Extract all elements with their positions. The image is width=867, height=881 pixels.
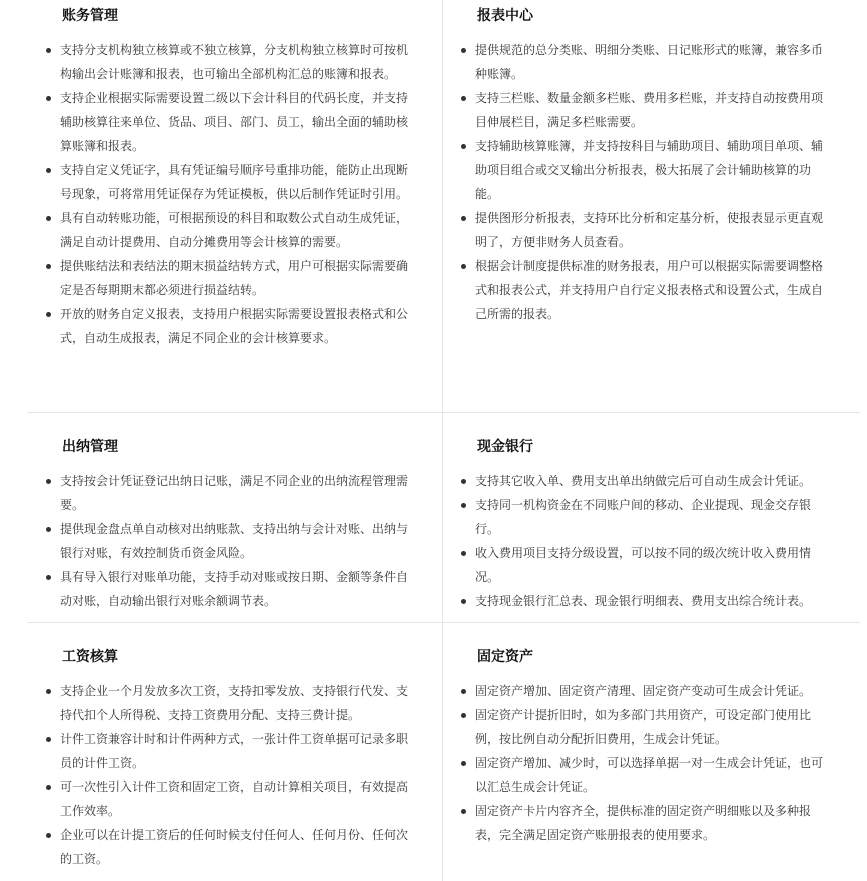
feature-list [461, 469, 833, 613]
list-item: 固定资产增加、固定资产清理、固定资产变动可生成会计凭证。 [461, 679, 833, 703]
list-item: 根据会计制度提供标准的财务报表，用户可以根据实际需要调整格式和报表公式，并支持用户自行定义报表格式和设置公式，生成自己所需的报表。 [461, 254, 833, 326]
list-item: 支持辅助核算账簿，并支持按科目与辅助项目、辅助项目单项、辅助项目组合或交叉输出分析报表，极大拓展了会计辅助核算的功能。 [461, 134, 833, 206]
column-divider [442, 0, 443, 881]
list-item: 计件工资兼容计时和计件两种方式，一张计件工资单据可记录多职员的计件工资。 [46, 727, 418, 775]
section-accounting [46, 6, 418, 350]
list-item: 具有导入银行对账单功能，支持手动对账或按日期、金额等条件自动对账，自动输出银行对账余额调节表。 [46, 565, 418, 613]
section-cashier [46, 437, 418, 613]
list-item: 提供图形分析报表，支持环比分析和定基分析，使报表显示更直观明了，方便非财务人员查看。 [461, 206, 833, 254]
section-fixed-assets [461, 647, 833, 847]
list-item: 具有自动转账功能，可根据预设的科目和取数公式自动生成凭证，满足自动计提费用、自动分摊费用等会计核算的需要。 [46, 206, 418, 254]
section-title: 固定资产 [477, 649, 533, 665]
list-item: 支持现金银行汇总表、现金银行明细表、费用支出综合统计表。 [461, 589, 833, 613]
list-item: 支持三栏账、数量金额多栏账、费用多栏账，并支持自动按费用项目伸展栏目，满足多栏账需要。 [461, 86, 833, 134]
list-item: 支持企业根据实际需要设置二级以下会计科目的代码长度，并支持辅助核算往来单位、货品、项目、部门、员工，输出全面的辅助核算账簿和报表。 [46, 86, 418, 158]
list-item: 支持按会计凭证登记出纳日记账，满足不同企业的出纳流程管理需要。 [46, 469, 418, 517]
row-divider-2 [27, 622, 860, 623]
list-item: 支持企业一个月发放多次工资，支持扣零发放、支持银行代发、支持代扣个人所得税、支持工资费用分配、支持三费计提。 [46, 679, 418, 727]
list-item: 固定资产计提折旧时，如为多部门共用资产，可设定部门使用比例，按比例自动分配折旧费用，生成会计凭证。 [461, 703, 833, 751]
list-item: 固定资产增加、减少时，可以选择单据一对一生成会计凭证，也可以汇总生成会计凭证。 [461, 751, 833, 799]
feature-list [461, 38, 833, 326]
section-title: 出纳管理 [62, 439, 118, 455]
feature-list [46, 38, 418, 350]
section-title: 现金银行 [477, 439, 533, 455]
list-item: 提供账结法和表结法的期末损益结转方式，用户可根据实际需要确定是否每期期末都必须进行损益结转。 [46, 254, 418, 302]
section-report-center [461, 6, 833, 326]
list-item: 支持同一机构资金在不同账户间的移动、企业提现、现金交存银行。 [461, 493, 833, 541]
row-divider-1 [27, 412, 860, 413]
list-item: 支持分支机构独立核算或不独立核算，分支机构独立核算时可按机构输出会计账簿和报表，也可输出全部机构汇总的账簿和报表。 [46, 38, 418, 86]
list-item: 开放的财务自定义报表，支持用户根据实际需要设置报表格式和公式，自动生成报表，满足不同企业的会计核算要求。 [46, 302, 418, 350]
section-title: 账务管理 [62, 8, 118, 24]
list-item: 提供规范的总分类账、明细分类账、日记账形式的账簿，兼容多币种账簿。 [461, 38, 833, 86]
list-item: 企业可以在计提工资后的任何时候支付任何人、任何月份、任何次的工资。 [46, 823, 418, 871]
section-title: 报表中心 [477, 8, 533, 24]
list-item: 固定资产卡片内容齐全，提供标准的固定资产明细账以及多种报表，完全满足固定资产账册报表的使用要求。 [461, 799, 833, 847]
list-item: 支持其它收入单、费用支出单出纳做完后可自动生成会计凭证。 [461, 469, 833, 493]
section-title: 工资核算 [62, 649, 118, 665]
feature-list [461, 679, 833, 847]
feature-list [46, 469, 418, 613]
section-payroll [46, 647, 418, 871]
list-item: 提供现金盘点单自动核对出纳账款、支持出纳与会计对账、出纳与银行对账，有效控制货币资金风险。 [46, 517, 418, 565]
list-item: 可一次性引入计件工资和固定工资，自动计算相关项目，有效提高工作效率。 [46, 775, 418, 823]
feature-list [46, 679, 418, 871]
section-cash-bank [461, 437, 833, 613]
list-item: 支持自定义凭证字，具有凭证编号顺序号重排功能，能防止出现断号现象，可将常用凭证保存为凭证模板，供以后制作凭证时引用。 [46, 158, 418, 206]
list-item: 收入费用项目支持分级设置，可以按不同的级次统计收入费用情况。 [461, 541, 833, 589]
